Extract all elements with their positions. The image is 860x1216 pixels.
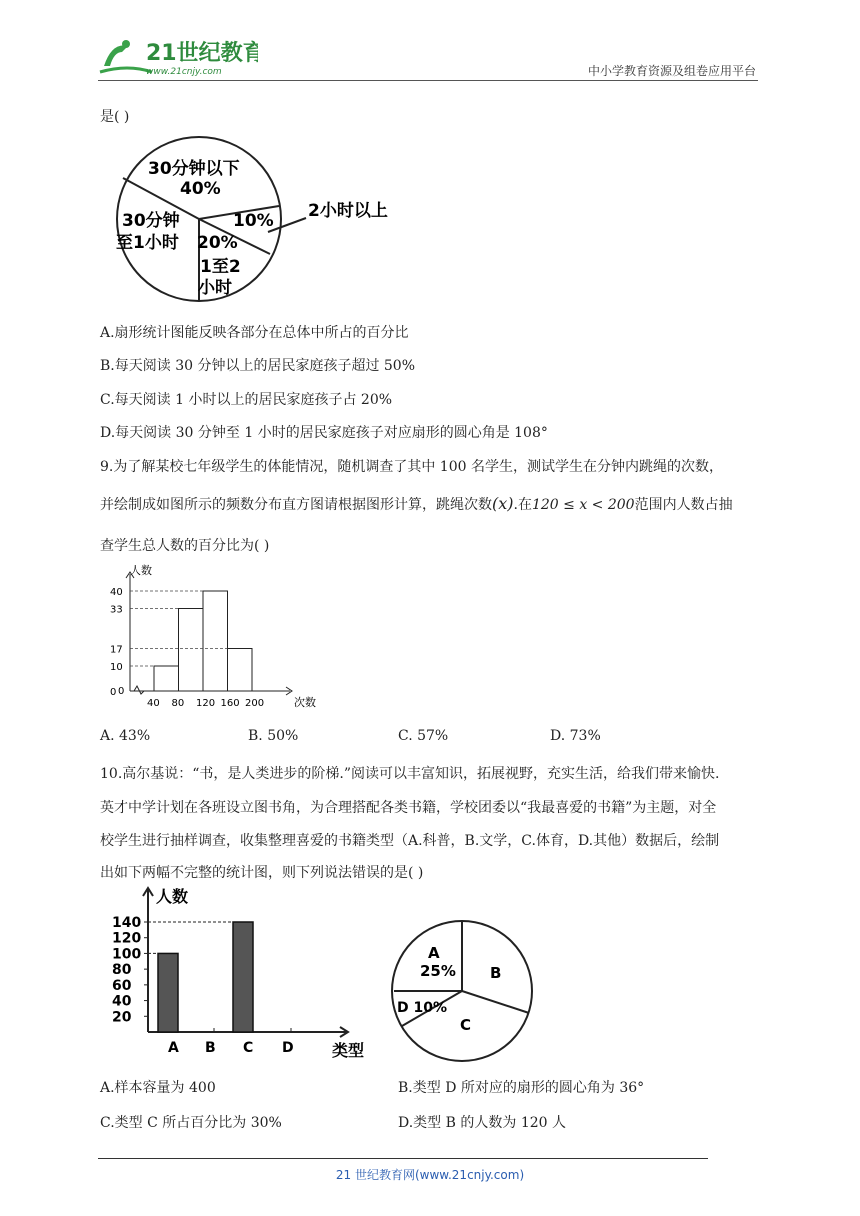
slice-c-pct: 20% (197, 233, 238, 253)
q10-option-a[interactable]: A.样本容量为 400 (100, 1080, 216, 1096)
q8-pie-chart (96, 130, 416, 314)
q10-bar-chart (110, 884, 380, 1068)
y-tick-label: 100 (112, 946, 142, 963)
q10-line-3: 校学生进行抽样调查，收集整理喜爱的书籍类型（A.科普，B.文学，C.体育，D.其他）数据后，绘制 (100, 833, 720, 849)
y-tick-label: 40 (112, 993, 132, 1010)
x-tick-label: D (282, 1040, 294, 1056)
q9-option-d[interactable]: D. 73% (550, 728, 601, 744)
pie-c-label: C (460, 1016, 472, 1034)
slice-b-label-2: 至1小时 (116, 233, 179, 253)
footer-text[interactable]: 21 世纪教育网(www.21cnjy.com) (335, 1168, 525, 1182)
x-tick-label: 120 (196, 698, 216, 709)
q9-var-x: (x) (492, 494, 514, 513)
x-tick-label: 200 (245, 698, 265, 709)
y-tick-label: 10 (110, 662, 123, 673)
pie-a-label: A (428, 944, 440, 962)
q8-option-b[interactable]: B.每天阅读 30 分钟以上的居民家庭孩子超过 50% (100, 358, 416, 374)
x-tick-label: A (168, 1040, 179, 1056)
y-tick-label: 40 (110, 587, 123, 598)
slice-a-label: 30分钟以下 (148, 159, 240, 179)
slice-b-label-1: 30分钟 (122, 211, 180, 231)
q10-option-b[interactable]: B.类型 D 所对应的扇形的圆心角为 36° (398, 1080, 645, 1096)
site-logo (98, 36, 258, 80)
q8-tail: 是( ) (100, 109, 130, 125)
q9-line-3: 查学生总人数的百分比为( ) (100, 538, 270, 554)
x-axis-label: 次数 (294, 696, 316, 709)
runner-icon (104, 45, 128, 66)
q8-option-a[interactable]: A.扇形统计图能反映各部分在总体中所占的百分比 (100, 325, 409, 341)
y-tick-label: 60 (112, 977, 132, 994)
q10-pie-chart (388, 888, 548, 1068)
q10-line-2: 英才中学计划在各班设立图书角，为合理搭配各类书籍，学校团委以“我最喜爱的书籍”为主题，对全 (100, 800, 717, 816)
q9-option-c[interactable]: C. 57% (398, 728, 449, 744)
slice-c-label-1: 1至2 (200, 257, 241, 277)
q10-line-1: 10.高尔基说：“书，是人类进步的阶梯.”阅读可以丰富知识，拓展视野，充实生活，给我们带来愉快. (100, 766, 720, 782)
slice-c-label-2: 小时 (198, 278, 232, 298)
logo-url: www.21cnjy.com (146, 67, 222, 77)
histogram-bar (228, 649, 253, 692)
y-tick-label: 33 (110, 604, 123, 616)
q9-option-b[interactable]: B. 50% (248, 728, 299, 744)
y-tick-label: 17 (110, 644, 123, 656)
q9-line-2 (100, 494, 733, 514)
q8-option-c[interactable]: C.每天阅读 1 小时以上的居民家庭孩子占 20% (100, 392, 393, 408)
q9-option-a[interactable]: A. 43% (100, 728, 151, 744)
histogram-bar (203, 591, 228, 691)
bar-a (158, 953, 178, 1032)
histogram-bar (179, 609, 204, 692)
q9-line-2c: 范围内人数占抽 (634, 497, 733, 513)
y-tick-label: 80 (112, 962, 132, 979)
logo-text: 21世纪教育 (146, 41, 258, 66)
pie-b-label: B (490, 964, 502, 982)
slice-d-callout: 2小时以上 (308, 201, 388, 221)
q9-line-2a: 并绘制成如图所示的频数分布直方图请根据图形计算，跳绳次数 (100, 497, 492, 513)
x-tick-label: C (243, 1040, 254, 1056)
origin-label: 0 (118, 686, 125, 697)
platform-title: 中小学教育资源及组卷应用平台 (587, 64, 756, 78)
footer-divider (98, 1158, 708, 1159)
q10-option-d[interactable]: D.类型 B 的人数为 120 人 (398, 1115, 566, 1131)
slice-d-pct: 10% (233, 211, 274, 231)
pie-d-label: D 10% (397, 1000, 448, 1016)
axis-break (134, 686, 144, 694)
header-divider (98, 80, 758, 81)
q10-option-c[interactable]: C.类型 C 所占百分比为 30% (100, 1115, 282, 1131)
y-axis-label: 人数 (156, 887, 189, 906)
pie-a-pct: 25% (420, 962, 456, 980)
y-tick-label: 0 (110, 687, 117, 698)
x-tick-label: B (205, 1040, 216, 1056)
x-tick-label: 80 (171, 698, 185, 709)
x-axis-label: 类型 (332, 1041, 365, 1060)
histogram-bar (154, 666, 179, 691)
y-axis-label: 人数 (130, 564, 152, 577)
x-tick-label: 160 (220, 698, 240, 709)
q10-line-4: 出如下两幅不完整的统计图，则下列说法错误的是( ) (100, 865, 424, 881)
x-tick-label: 40 (147, 698, 160, 709)
q9-line-2b: .在 (513, 497, 532, 513)
bar-c (233, 922, 253, 1032)
slice-a-pct: 40% (180, 179, 221, 199)
q9-line-1: 9.为了解某校七年级学生的体能情况，随机调查了其中 100 名学生，测试学生在分钟内跳绳的次数， (100, 459, 723, 475)
q9-histogram (100, 560, 330, 719)
q9-inequality: 120 ≤ x < 200 (531, 497, 635, 513)
y-tick-label: 20 (112, 1009, 132, 1026)
y-tick-label: 140 (112, 915, 142, 931)
q8-option-d[interactable]: D.每天阅读 30 分钟至 1 小时的居民家庭孩子对应扇形的圆心角是 108° (100, 425, 548, 441)
y-tick-label: 120 (112, 930, 142, 947)
